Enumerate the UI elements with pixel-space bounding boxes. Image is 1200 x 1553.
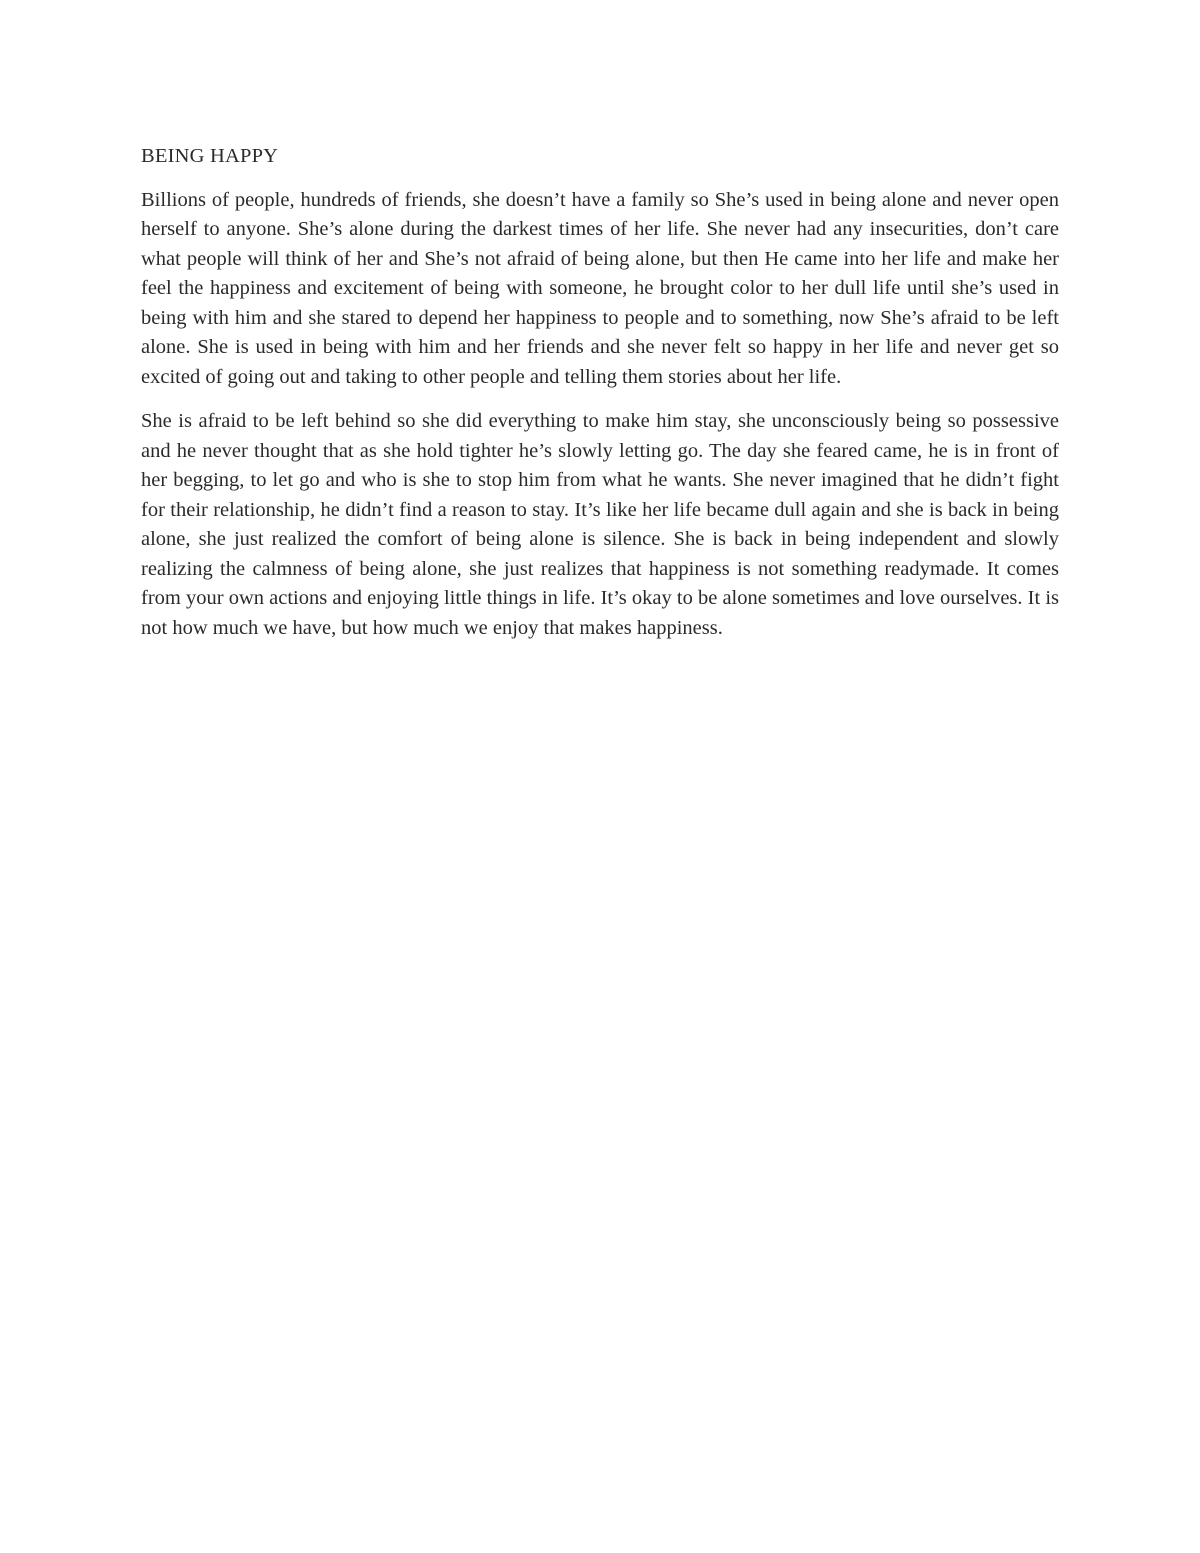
paragraph-1: Billions of people, hundreds of friends, she doesn’t have a family so She’s used in being alone and never open herself to anyone. She’s alone during the darkest times of her life. She never had any insecurities, don’t care what people will think of her and She’s not afraid of being alone, but then He came into her life and make her feel the happiness and excitement of being with someone, he brought color to her dull life until she’s used in being with him and she stared to depend her happiness to people and to something, now She’s afraid to be left alone. She is used in being with him and her friends and she never felt so happy in her life and never get so excited of going out and taking to other people and telling them stories about her life.	[141, 188, 1059, 388]
paragraph-2: She is afraid to be left behind so she did everything to make him stay, she unconsciously being so possessive and he never thought that as she hold tighter he’s slowly letting go. The day she feared came, he is in front of her begging, to let go and who is she to stop him from what he wants. She never imagined that he didn’t fight for their relationship, he didn’t find a reason to stay. It’s like her life became dull again and she is back in being alone, she just realized the comfort of being alone is silence. She is back in being independent and slowly realizing the calmness of being alone, she just realizes that happiness is not something readymade. It comes from your own actions and enjoying little things in life. It’s okay to be alone sometimes and love ourselves. It is not how much we have, but how much we enjoy that makes happiness.	[141, 410, 1059, 639]
document-body	[141, 142, 1059, 658]
document-title: BEING HAPPY	[141, 145, 279, 167]
